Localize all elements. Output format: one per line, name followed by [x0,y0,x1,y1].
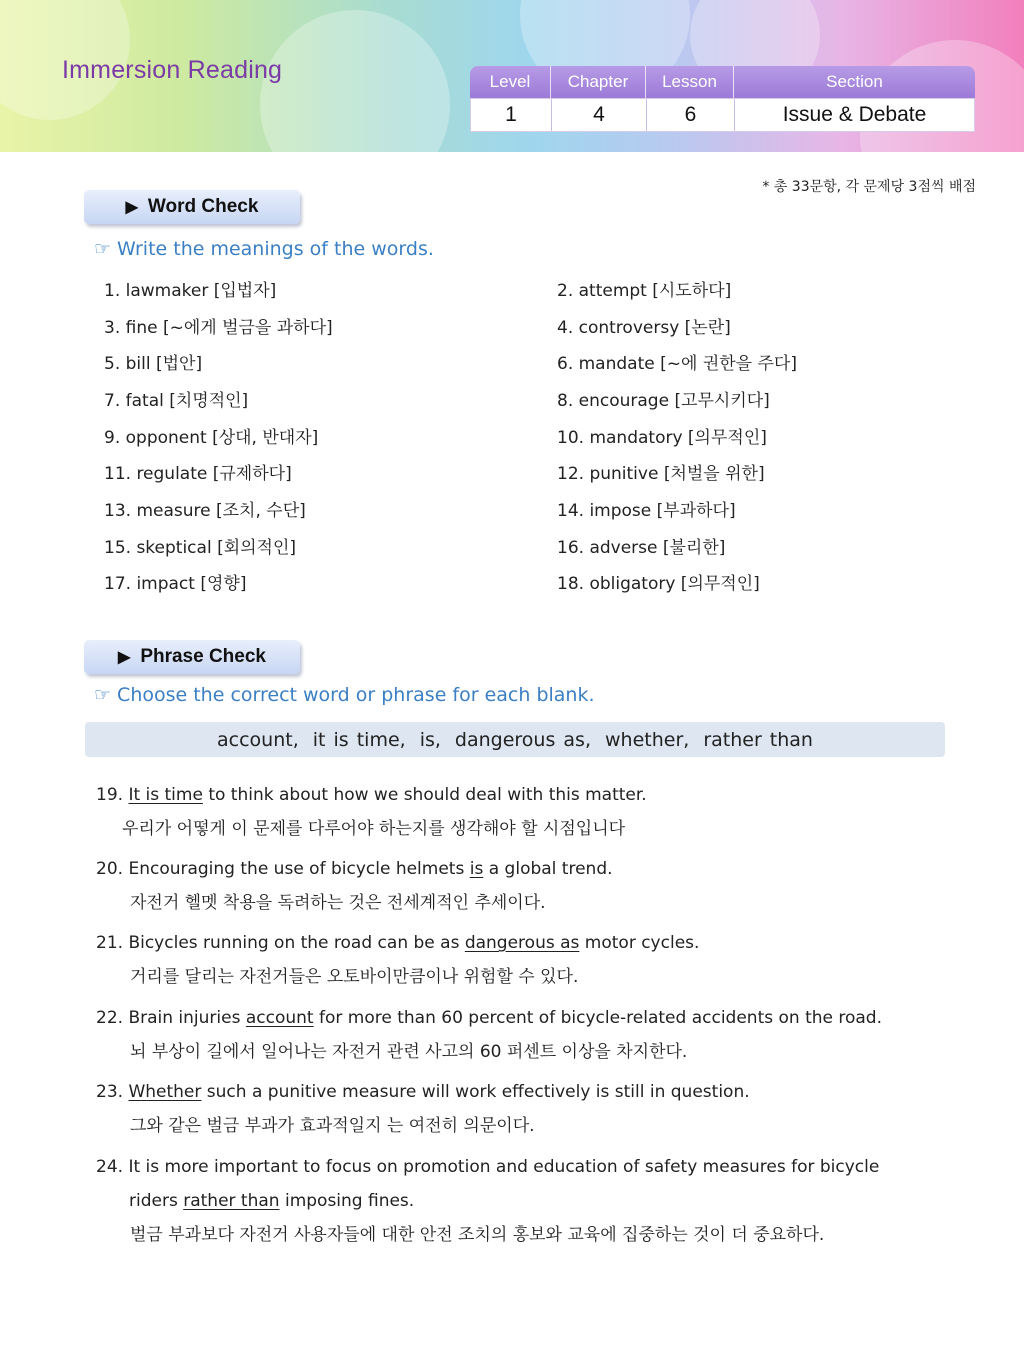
word-item: 1. lawmaker [입법자] [104,281,277,301]
sentence-before: Encouraging the use of bicycle helmets [123,859,470,879]
word-item: 13. measure [조치, 수단] [104,501,306,521]
korean-translation: 우리가 어떻게 이 문제를 다루어야 하는지를 생각해야 할 시점입니다 [122,819,626,839]
word-item: 16. adverse [불리한] [557,538,726,558]
section-header: Section [733,66,975,98]
korean-translation: 그와 같은 벌금 부과가 효과적일지 는 여전히 의문이다. [130,1116,535,1136]
question-number: 23. [96,1082,124,1102]
sentence-line1: It is more important to focus on promotion and education of safety measures for bicycle [123,1157,880,1177]
sentence-after: a global trend. [483,859,613,879]
scoring-note: * 총 33문항, 각 문제당 3점씩 배점 [762,179,976,195]
sentence-after: motor cycles. [579,933,700,953]
word-check-instruction-text: Write the meanings of the words. [117,238,434,260]
filled-answer: account [245,1008,314,1028]
brand-title: Immersion Reading [62,56,283,84]
word-item: 7. fatal [치명적인] [104,391,249,411]
question-number: 19. [96,785,124,805]
question-item [96,852,976,920]
word-item: 10. mandatory [의무적인] [557,428,767,448]
word-item: 8. encourage [고무시키다] [557,391,770,411]
word-bank-item: account, [217,728,299,751]
question-item [96,1150,976,1252]
question-sentence [96,1150,976,1184]
phrase-check-label: Phrase Check [140,646,266,667]
word-item: 18. obligatory [의무적인] [557,574,760,594]
word-item: 5. bill [법안] [104,354,203,374]
lesson-info-header [470,66,975,98]
level-header: Level [489,72,531,91]
word-item: 6. mandate [~에 권한을 주다] [557,354,797,374]
word-bank [85,722,945,757]
question-number: 21. [96,933,124,953]
lesson-value: 6 [646,99,734,131]
sentence-after: imposing fines. [279,1191,415,1211]
phrase-check-tab [84,640,300,674]
filled-answer: dangerous as [464,933,580,953]
sentence-after: for more than 60 percent of bicycle-related accidents on the road. [313,1008,883,1028]
lesson-header: Lesson [645,66,733,98]
phrase-check-instruction [94,684,595,706]
question-number: 22. [96,1008,124,1028]
question-sentence [96,852,976,886]
play-triangle-icon: ▶ [118,649,131,666]
word-item: 4. controversy [논란] [557,318,731,338]
word-bank-item: dangerous as, [454,728,591,751]
word-bank-item: whether, [605,728,690,751]
question-sentence [96,778,976,812]
word-item: 3. fine [~에게 벌금을 과하다] [104,318,333,338]
pointing-hand-icon: ☞ [94,238,112,260]
level-value: 1 [505,103,517,126]
chapter-value: 4 [551,99,646,131]
question-item [96,1001,976,1069]
section-value: Issue & Debate [734,99,974,131]
word-item: 2. attempt [시도하다] [557,281,732,301]
chapter-header: Chapter [550,66,645,98]
question-sentence [96,1075,976,1109]
word-item: 12. punitive [처벌을 위한] [557,464,765,484]
sentence-after: such a punitive measure will work effectively is still in question. [201,1082,750,1102]
question-item [96,926,976,994]
word-item: 9. opponent [상대, 반대자] [104,428,319,448]
word-bank-item: rather than [703,728,813,751]
word-check-label: Word Check [147,196,259,217]
sentence-before: Bicycles running on the road can be as [123,933,465,953]
play-triangle-icon: ▶ [125,199,138,216]
question-sentence [96,1001,976,1035]
question-sentence [96,926,976,960]
lesson-info-table [470,66,975,132]
word-item: 14. impose [부과하다] [557,501,736,521]
phrase-check-instruction-text: Choose the correct word or phrase for each blank. [117,684,595,706]
question-number: 24. [96,1157,124,1177]
word-item: 17. impact [영향] [104,574,247,594]
filled-answer: Whether [128,1082,202,1102]
question-number: 20. [96,859,124,879]
question-item [96,778,976,846]
word-check-tab [84,190,300,224]
filled-answer: It is time [128,785,203,805]
filled-answer: is [469,859,484,879]
word-item: 15. skeptical [회의적인] [104,538,297,558]
korean-translation: 거리를 달리는 자전거들은 오토바이만큼이나 위험할 수 있다. [130,967,579,987]
sentence-before: riders [129,1191,184,1211]
korean-translation: 자전거 헬멧 착용을 독려하는 것은 전세계적인 추세이다. [130,893,546,913]
lesson-info-values [470,98,975,132]
decor-bubble [260,10,450,152]
word-bank-item: it is time, [312,728,406,751]
sentence-before: Brain injuries [123,1008,246,1028]
word-bank-item: is, [419,728,441,751]
sentence-after: to think about how we should deal with this matter. [202,785,647,805]
pointing-hand-icon: ☞ [94,684,112,706]
question-sentence-continued [96,1184,976,1218]
korean-translation: 벌금 부과보다 자전거 사용자들에 대한 안전 조치의 홍보와 교육에 집중하는 것이 더 중요하다. [130,1225,825,1245]
word-item: 11. regulate [규제하다] [104,464,292,484]
word-check-instruction [94,238,434,260]
question-item [96,1075,976,1143]
filled-answer: rather than [183,1191,280,1211]
korean-translation: 뇌 부상이 길에서 일어나는 자전거 관련 사고의 60 퍼센트 이상을 차지한다. [130,1042,688,1062]
page-header [0,0,1024,152]
